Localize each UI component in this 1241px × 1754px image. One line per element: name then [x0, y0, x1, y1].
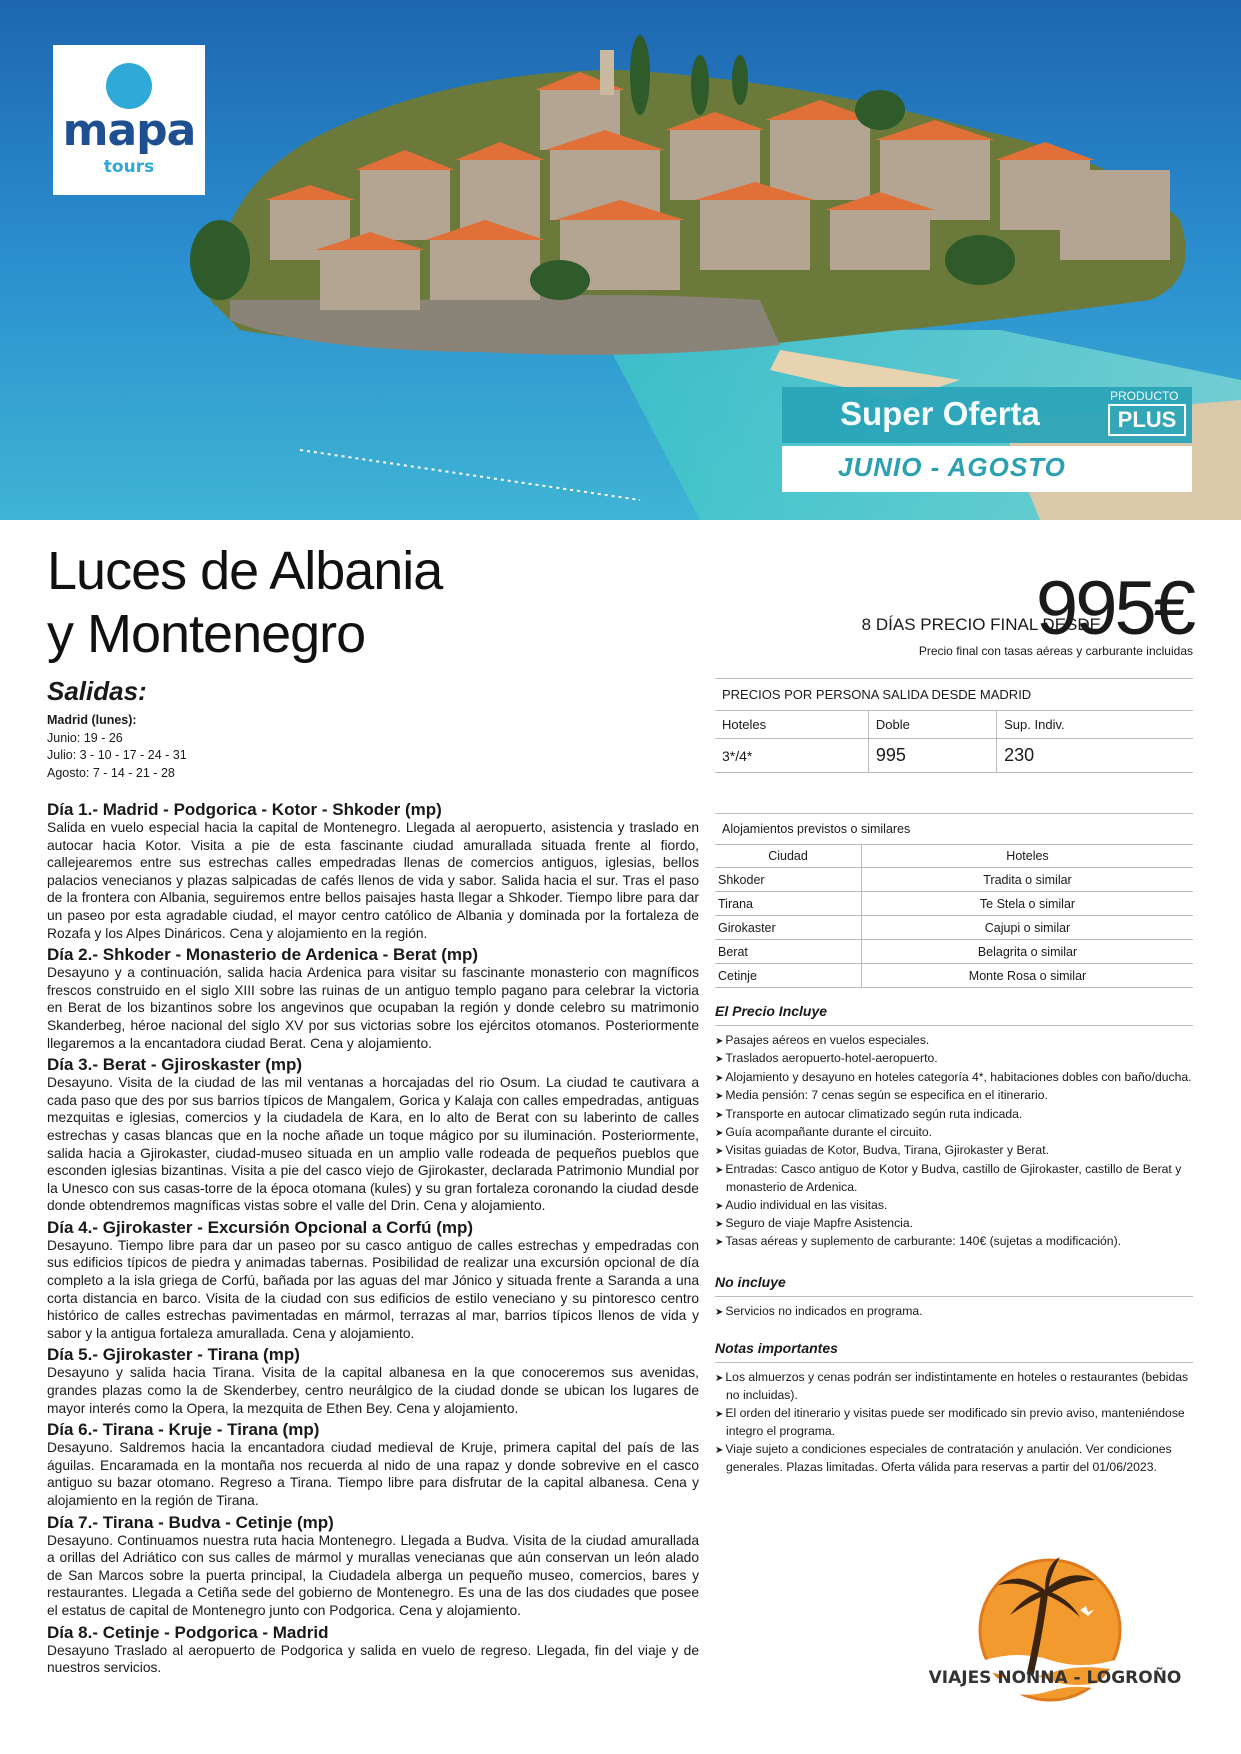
itinerary-day — [47, 1513, 699, 1620]
hotel-city: Cetinje — [715, 964, 862, 988]
day-text: Desayuno y salida hacia Tirana. Visita de la capital albanesa en la que conoceremos sus avenidas, grandes plazas como la de Skenderbey, centro neurálgico de la ciudad donde se ubican los lugares de mayor interés como la Opera, la mezquita de Ethen Bey. Cena y alojamiento. — [47, 1365, 699, 1416]
itinerary-day — [47, 1623, 699, 1677]
agency-name: VIAJES NONNA - LOGROÑO — [928, 1668, 1182, 1688]
price-cell: 3*/4* — [715, 739, 868, 773]
hotel-city: Berat — [715, 940, 862, 964]
list-item: ➤ Audio individual en las visitas. — [715, 1197, 1193, 1215]
list-item: ➤ Traslados aeropuerto-hotel-aeropuerto. — [715, 1050, 1193, 1068]
hero-image — [0, 0, 1241, 520]
hotel-name: Monte Rosa o similar — [862, 964, 1194, 988]
list-item: ➤ Entradas: Casco antiguo de Kotor y Budva, castillo de Gjirokaster, castillo de Berat y monasterio de Ardenica. — [715, 1161, 1193, 1197]
day-title: Día 1.- Madrid - Podgorica - Kotor - Shkoder (mp) — [47, 800, 442, 819]
hotels-header: Hoteles — [862, 845, 1194, 868]
day-text: Desayuno y a continuación, salida hacia Ardenica para visitar su fascinante monasterio con magníficos frescos construido en el siglo XIII sobre las ruinas de un antiguo templo pagano para celebrar la victoria en Berat de los bizantinos sobre los angevinos que ocupaban la región y donde celebro su matrimonio Skanderbeg, héroe nacional del siglo XV por sus victorias sobre los ejércitos otomanos. Posteriormente llegaremos a la encantadora ciudad Berat. Cena y alojamiento. — [47, 965, 699, 1051]
hotel-name: Belagrita o similar — [862, 940, 1194, 964]
salidas-line: Agosto: 7 - 14 - 21 - 28 — [47, 765, 175, 780]
list-item: ➤ Los almuerzos y cenas podrán ser indistintamente en hoteles o restaurantes (bebidas no incluidas). — [715, 1369, 1193, 1405]
excludes-section — [715, 1274, 1193, 1321]
includes-title: El Precio Incluye — [715, 1003, 1193, 1026]
notes-section — [715, 1340, 1193, 1476]
itinerary-day — [47, 1420, 699, 1509]
list-item: ➤ Seguro de viaje Mapfre Asistencia. — [715, 1215, 1193, 1233]
price-header: Sup. Indiv. — [997, 711, 1193, 739]
price-table-title: PRECIOS POR PERSONA SALIDA DESDE MADRID — [722, 687, 1032, 702]
itinerary-day — [47, 800, 699, 942]
day-title: Día 3.- Berat - Gjiroskaster (mp) — [47, 1055, 303, 1075]
day-text: Desayuno Traslado al aeropuerto de Podgorica y salida en vuelo de regreso. Llegada, fin del viaje y de nuestros servicios. — [47, 1642, 699, 1676]
table-row — [715, 964, 1193, 988]
salidas-city: Madrid (lunes): — [47, 713, 137, 727]
hotel-city: Shkoder — [715, 868, 862, 892]
price-label: 8 DÍAS PRECIO FINAL DESDE — [861, 615, 1101, 634]
itinerary-day — [47, 1345, 699, 1417]
price-header: Hoteles — [715, 711, 868, 739]
day-title: Día 5.- Gjirokaster - Tirana (mp) — [47, 1345, 300, 1365]
plus-caption: PRODUCTO — [1110, 389, 1179, 403]
price-header: Doble — [868, 711, 996, 739]
price-note: Precio final con tasas aéreas y carburante incluidas — [918, 644, 1193, 658]
hotel-city: Tirana — [715, 892, 862, 916]
day-title: Día 6.- Tirana - Kruje - Tirana (mp) — [47, 1420, 320, 1440]
day-text: Desayuno. Tiempo libre para dar un paseo por su casco antiguo de calles estrechas y empedradas con sus edificios típicos de piedra y animadas tabernas. Posibilidad de realizar una excursión opcional de día completo a la isla griega de Corfú, bañada por las aguas del mar Jónico y situada frente a Saranda a una corta distancia en barco. Visita de la ciudad con sus edificios de estilo veneciano y su pintoresco centro histórico de calles estrechas pavimentadas en mármol, terrazas al mar, barrios típicos llenos de vida y sabor y la antigua fortaleza amurallada. Cena y alojamiento. — [47, 1237, 699, 1341]
logo-main-text: mapa — [62, 105, 196, 156]
list-item: ➤ Pasajes aéreos en vuelos especiales. — [715, 1032, 1193, 1050]
trip-title — [47, 540, 442, 666]
table-row — [715, 892, 1193, 916]
trip-title-line2: y Montenegro — [47, 604, 366, 664]
notes-list — [715, 1369, 1193, 1476]
list-item: ➤ Visitas guiadas de Kotor, Budva, Tirana, Gjirokaster y Berat. — [715, 1142, 1193, 1160]
list-item: ➤ Tasas aéreas y suplemento de carburante: 140€ (sujetas a modificación). — [715, 1233, 1193, 1251]
months-banner — [782, 446, 1192, 492]
list-item: ➤ Viaje sujeto a condiciones especiales de contratación y anulación. Ver condiciones generales. Plazas limitadas. Oferta válida para reservas a partir del 01/06/2023. — [715, 1441, 1193, 1477]
list-item: ➤ El orden del itinerario y visitas puede ser modificado sin previo aviso, manteniéndose integro el programa. — [715, 1405, 1193, 1441]
itinerary-day — [47, 1055, 699, 1215]
includes-section — [715, 1003, 1193, 1252]
day-text: Desayuno. Saldremos hacia la encantadora ciudad medieval de Kruje, primera capital del país de las águilas. Encaramada en la montaña nos recuerda al nido de una rapaz y donde sobrevive en el casco antiguo su bazar otomano. Regreso a Tirana. Tiempo libre para disfrutar de la capital albanesa. Cena y alojamiento en la región de Tirana. — [47, 1440, 699, 1508]
hotels-table — [715, 844, 1193, 988]
day-text: Desayuno. Visita de la ciudad de las mil ventanas a horcajadas del rio Osum. La ciudad te cautivara a cada paso que des por sus barrios típicos de Mangalem, Gorica y Kalaja con calles empedradas, antiguas mezquitas e iglesias, comercios y la ciudadela de Kara, en lo alto de Berat con su laberinto de calles estrechas y casas blancas que en la noche añade un toque mágico por su iluminación. Posteriormente, salida hacia a Gjirokaster, ciudad-museo situada en un amplio valle rodeada de pequeños pueblos que esconden iglesias bizantinas. Visita a pie del casco viejo de Gjirokaster, declarada Patrimonio Mundial por la Unesco con sus casas-torre de la época otomana (kules) y su gran fortaleza coronando la ciudad desde donde obtendremos magníficas vistas sobre el valle del Drin. Cena y alojamiento. — [47, 1075, 699, 1214]
list-item: ➤ Media pensión: 7 cenas según se especifica en el itinerario. — [715, 1087, 1193, 1105]
salidas-line: Julio: 3 - 10 - 17 - 24 - 31 — [47, 748, 187, 762]
trip-price: 995€ — [1035, 566, 1193, 651]
price-table-block — [715, 678, 1193, 773]
logo-dot-icon — [106, 63, 152, 109]
plus-badge: PLUS — [1108, 404, 1186, 436]
itinerary — [47, 800, 699, 1680]
salidas-list — [47, 712, 187, 782]
hotels-header: Ciudad — [715, 845, 862, 868]
months-label: JUNIO - AGOSTO — [838, 452, 1066, 482]
trip-title-line1: Luces de Albania — [47, 541, 443, 601]
offer-title: Super Oferta — [840, 395, 1040, 432]
hotel-name: Tradita o similar — [862, 868, 1194, 892]
price-cell: 995 — [868, 739, 996, 773]
salidas-line: Junio: 19 - 26 — [47, 730, 123, 745]
list-item: ➤ Guía acompañante durante el circuito. — [715, 1124, 1193, 1142]
list-item: ➤ Servicios no indicados en programa. — [715, 1303, 1193, 1321]
day-text: Desayuno. Continuamos nuestra ruta hacia Montenegro. Llegada a Budva. Visita de la ciudad amurallada a orillas del Adriático con sus calles de mármol y murallas venecianas que aún conservan un león alado de San Marcos sobre la puerta principal, la Ciudadela alberga un pequeño museo, comercios, bares y restaurantes. Llegada a Cetiña sede del gobierno de Montenegro. Es una de las dos ciudades que posee el estatus de capital de Montenegro junto con Podgorica. Cena y alojamiento. — [47, 1532, 699, 1618]
list-item: ➤ Transporte en autocar climatizado según ruta indicada. — [715, 1106, 1193, 1124]
itinerary-day — [47, 945, 699, 1052]
table-row — [715, 916, 1193, 940]
includes-list — [715, 1032, 1193, 1252]
table-row — [715, 940, 1193, 964]
hotel-city: Girokaster — [715, 916, 862, 940]
palm-tree-logo-icon — [950, 1535, 1150, 1735]
super-offer-banner — [782, 387, 1192, 443]
day-title: Día 4.- Gjirokaster - Excursión Opcional a Corfú (mp) — [47, 1217, 474, 1237]
salidas-heading: Salidas: — [47, 676, 147, 706]
table-row — [715, 868, 1193, 892]
price-table — [715, 710, 1193, 773]
mapa-tours-logo — [53, 45, 205, 195]
logo-sub-text: tours — [103, 157, 155, 177]
day-title: Día 8.- Cetinje - Podgorica - Madrid — [47, 1622, 329, 1642]
itinerary-day — [47, 1218, 699, 1343]
day-title: Día 2.- Shkoder - Monasterio de Ardenica - Berat (mp) — [47, 945, 479, 965]
price-cell: 230 — [997, 739, 1193, 773]
hotels-block — [715, 813, 1193, 988]
excludes-title: No incluye — [715, 1274, 1193, 1297]
excludes-list — [715, 1303, 1193, 1321]
table-row — [715, 739, 1193, 773]
day-title: Día 7.- Tirana - Budva - Cetinje (mp) — [47, 1512, 334, 1532]
hotel-name: Te Stela o similar — [862, 892, 1194, 916]
day-text: Salida en vuelo especial hacia la capital de Montenegro. Llegada al aeropuerto, asistencia y traslado en autocar hacia Kotor. Visita a pie de esta fascinante ciudad amurallada situada frente al fiordo, callejearemos entre sus estrechas calles empedradas llenas de comercios antiguos, iglesias, bellos palacios venecianos y plazas salpicadas de cafés llenos de vida y sabor. Salida hacia el sur. Tras el paso de la frontera con Albania, seguiremos entre bellos paisajes hasta llegar a Shkoder. Tiempo libre para dar un paseo por esta agradable ciudad, el mayor centro católico de Albania y dominada por la fortaleza de Rozafa y los Alpes Dináricos. Cena y alojamiento en la región. — [47, 820, 699, 941]
notes-title: Notas importantes — [715, 1340, 1193, 1363]
hotel-name: Cajupi o similar — [862, 916, 1194, 940]
list-item: ➤ Alojamiento y desayuno en hoteles categoría 4*, habitaciones dobles con baño/ducha. — [715, 1069, 1193, 1087]
hotels-title: Alojamientos previstos o similares — [722, 822, 911, 836]
